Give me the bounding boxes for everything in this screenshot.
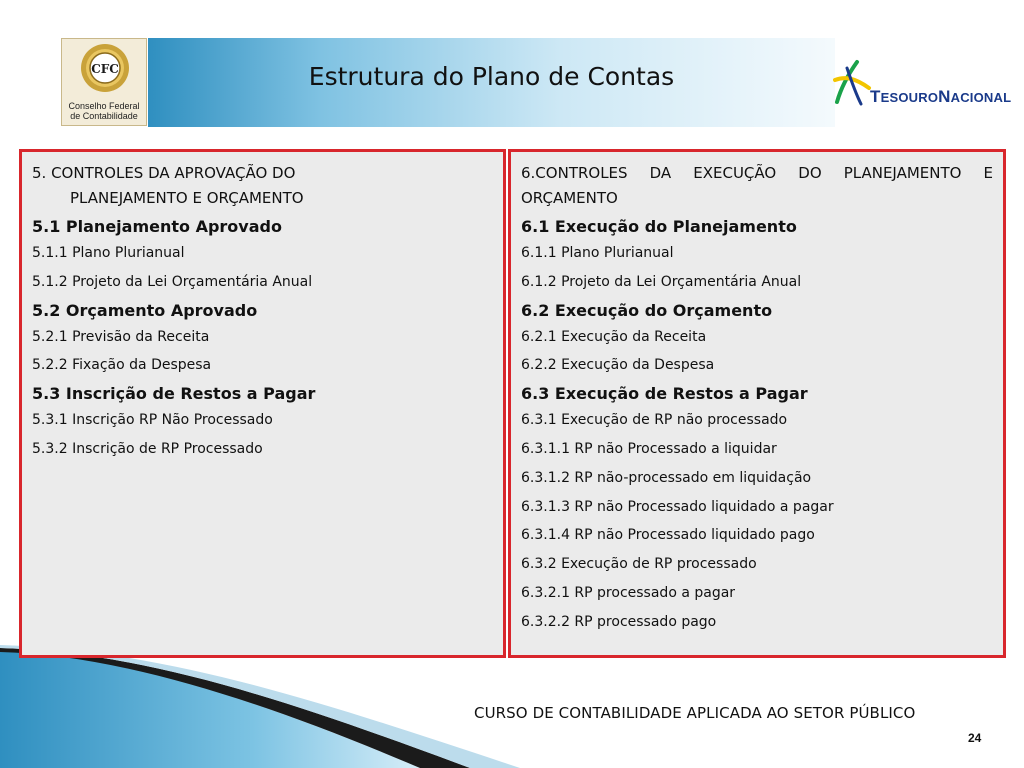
list-item: 6.2.2 Execução da Despesa — [521, 357, 715, 374]
list-item: 5.3.1 Inscrição RP Não Processado — [32, 412, 273, 429]
footer-course-title: CURSO DE CONTABILIDADE APLICADA AO SETOR PÚBLICO — [474, 704, 916, 722]
section-title: 6.1 Execução do Planejamento — [521, 217, 797, 236]
list-item: 5.1.1 Plano Plurianual — [32, 245, 185, 261]
right-panel-heading: 6.CONTROLES DA EXECUÇÃO DO PLANEJAMENTO E ORÇAMENTO — [521, 164, 993, 207]
section-title: 5.1 Planejamento Aprovado — [32, 217, 282, 236]
tesouro-wordmark: TESOURONACIONAL — [870, 87, 1012, 106]
list-item: 6.2.1 Execução da Receita — [521, 328, 707, 345]
list-item: 6.3.1 Execução de RP não processado — [521, 412, 788, 429]
cfc-line1: Conselho Federal — [68, 101, 140, 111]
list-item: 6.1.2 Projeto da Lei Orçamentária Anual — [521, 273, 802, 290]
list-item: 5.1.2 Projeto da Lei Orçamentária Anual — [32, 273, 313, 290]
list-item: 6.3.1.1 RP não Processado a liquidar — [521, 440, 777, 457]
list-item: 5.3.2 Inscrição de RP Processado — [32, 440, 263, 457]
list-item: 6.3.2 Execução de RP processado — [521, 556, 757, 573]
tesouro-nacional-logo — [833, 58, 1012, 108]
left-panel-heading: 5. CONTROLES DA APROVAÇÃO DO PLANEJAMENTO E ORÇAMENTO — [32, 164, 304, 207]
left-panel — [19, 149, 506, 658]
slide-title: Estrutura do Plano de Contas — [308, 62, 675, 91]
list-item: 6.3.1.4 RP não Processado liquidado pago — [521, 527, 815, 544]
list-item: 6.3.1.3 RP não Processado liquidado a pagar — [521, 498, 834, 515]
cfc-abbr: CFC — [91, 62, 119, 76]
tesouro-emblem-icon — [833, 58, 873, 106]
cfc-line2: de Contabilidade — [70, 111, 138, 121]
list-item: 6.3.1.2 RP não-processado em liquidação — [521, 469, 812, 486]
right-panel — [508, 149, 1006, 658]
page-number: 24 — [968, 731, 982, 745]
list-item: 6.1.1 Plano Plurianual — [521, 245, 674, 261]
section-title: 6.3 Execução de Restos a Pagar — [521, 384, 808, 404]
list-item: 5.2.2 Fixação da Despesa — [32, 357, 212, 374]
cfc-logo — [61, 38, 147, 126]
section-title: 5.3 Inscrição de Restos a Pagar — [32, 384, 316, 404]
cfc-emblem-icon — [79, 42, 131, 94]
section-title: 6.2 Execução do Orçamento — [521, 300, 773, 320]
list-item: 6.3.2.1 RP processado a pagar — [521, 584, 736, 601]
list-item: 5.2.1 Previsão da Receita — [32, 328, 210, 345]
section-title: 5.2 Orçamento Aprovado — [32, 300, 258, 320]
list-item: 6.3.2.2 RP processado pago — [521, 613, 717, 630]
